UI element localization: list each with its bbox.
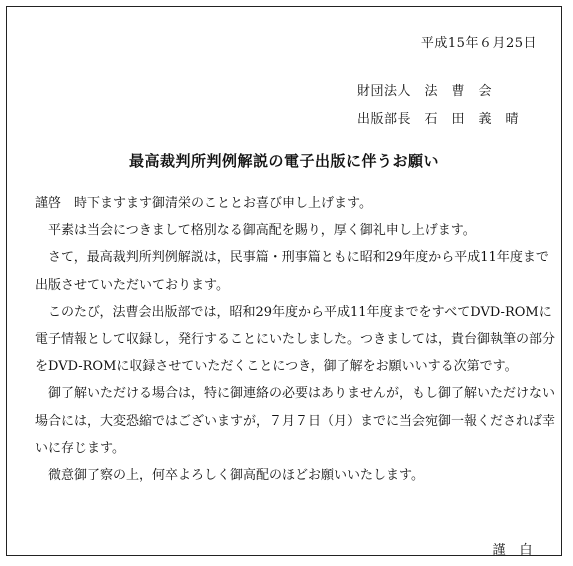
paragraph-thanks: 平素は当会につきまして格別なる御高配を賜り，厚く御礼申し上げます。 <box>48 223 476 239</box>
sender-position-name: 出版部長 石 田 義 晴 <box>357 112 520 127</box>
letter-body <box>35 190 555 489</box>
paragraph-background: さて，最高裁判所判例解説は，民事篇・刑事篇ともに昭和29年度から平成11年度まで出版させていただいております。 <box>35 250 549 293</box>
letter-title: 最高裁判所判例解説の電子出版に伴うお願い <box>128 152 439 170</box>
sender-organization: 財団法人 法 曹 会 <box>357 84 493 99</box>
paragraph-greeting: 謹啓 時下ますます御清栄のこととお喜び申し上げます。 <box>35 196 372 211</box>
paragraph-final: 微意御了察の上，何卒よろしく御高配のほどお願いいたします。 <box>48 468 424 484</box>
closing-phrase: 謹 白 <box>492 543 533 558</box>
paragraph-announcement: このたび，法曹会出版部では，昭和29年度から平成11年度までをすべてDVD-ROMに電子情報として収録し，発行することにいたしました。つきましては，貴台御執筆の部分をDVD-ROMに収録させていただくことにつき，御了解をお願いいする次第です。 <box>35 304 556 375</box>
letter-date: 平成15年６月25日 <box>420 36 537 51</box>
paragraph-request: 御了解いただける場合は，特に御連絡の必要はありませんが，もし御了解いただけない場合には，大変恐縮ではございますが，７月７日（月）までに当会宛御一報くだされば幸いに存じます。 <box>35 386 556 456</box>
letter-frame <box>6 6 562 556</box>
